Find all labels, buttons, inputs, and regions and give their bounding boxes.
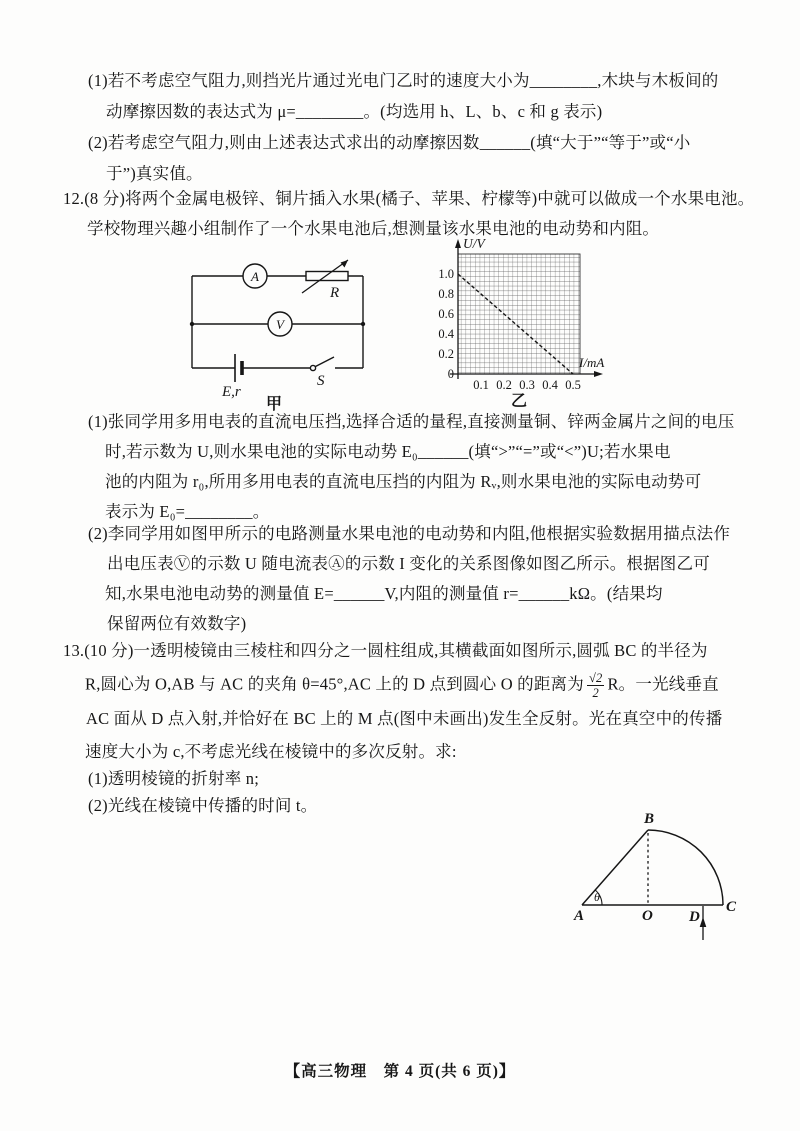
x-axis-arrowhead (594, 371, 603, 377)
q12-part2-line-2: 出电压表Ⓥ的示数 U 随电流表Ⓐ的示数 I 变化的关系图像如图乙所示。根据图乙可 (107, 554, 710, 573)
q13-line-1: 13.(10 分)一透明棱镜由三棱柱和四分之一圆柱组成,其横截面如图所示,圆弧 BC 的半径为 (63, 641, 708, 660)
rheostat-arrow (302, 260, 348, 293)
q12-part1-line-2: 时,若示数为 U,则水果电池的实际电动势 E₀______(填“>”“=”或“<”)U;若水果电 (105, 442, 671, 461)
q13-line-4: 速度大小为 c,不考虑光线在棱镜中的多次反射。求: (85, 742, 457, 761)
q12-part1-line-3: 池的内阻为 r₀,所用多用电表的直流电压挡的内阻为 Rᵥ,则水果电池的实际电动势可 (105, 472, 702, 491)
q11-line-3: (2)若考虑空气阻力,则由上述表达式求出的动摩擦因数______(填“大于”“等于”或“小 (88, 133, 691, 152)
page-footer: 【高三物理 第 4 页(共 6 页)】 (284, 1063, 516, 1080)
junction-dot-right (361, 322, 365, 326)
q12-part1-line-4: 表示为 E₀=________。 (105, 502, 270, 521)
prism-figure (550, 808, 780, 948)
graph-figure (428, 233, 606, 409)
label-O: O (642, 908, 653, 924)
graph-caption: 乙 (510, 393, 528, 409)
q13-line-6: (2)光线在棱镜中传播的时间 t。 (88, 796, 318, 815)
q12-part2-line-3: 知,水果电池电动势的测量值 E=______V,内阻的测量值 r=______kΩ。(结果均 (105, 584, 663, 603)
y-tick-0.2: 0.2 (438, 347, 454, 361)
x-tick-0.4: 0.4 (542, 378, 558, 392)
y-axis-title: U/V (463, 236, 485, 251)
x-tick-0.2: 0.2 (496, 378, 512, 392)
q12-intro-line-1: 12.(8 分)将两个金属电极锌、铜片插入水果(橘子、苹果、柠檬等)中就可以做成一个水果电池。 (63, 189, 755, 208)
label-B: B (644, 811, 655, 827)
rheostat-label: R (330, 285, 340, 301)
light-ray-arrowhead (700, 917, 707, 927)
x-tick-0.5: 0.5 (565, 378, 581, 392)
fraction-numerator: √2 (588, 671, 603, 685)
q11-line-4: 于”)真实值。 (106, 164, 203, 183)
fraction-denominator: 2 (592, 686, 599, 701)
q12-part2-line-4: 保留两位有效数字) (107, 614, 247, 633)
ui-graph (428, 233, 606, 409)
switch-pivot (310, 365, 315, 370)
y-axis-arrowhead (455, 239, 461, 248)
prism-diagram (550, 808, 780, 948)
ammeter-label: A (251, 269, 259, 284)
rheostat-icon (306, 272, 348, 281)
switch-label: S (317, 373, 325, 389)
y-tick-1.0: 1.0 (438, 267, 454, 281)
x-tick-0.1: 0.1 (473, 378, 489, 392)
label-A: A (574, 908, 585, 924)
q13-line-3: AC 面从 D 点入射,并恰好在 BC 上的 M 点(图中未画出)发生全反射。光在真空中的传播 (86, 709, 723, 728)
q13-line-2-post: R。一光线垂直 (607, 674, 719, 694)
y-tick-0.6: 0.6 (438, 307, 454, 321)
q12-part2-line-1: (2)李同学用如图甲所示的电路测量水果电池的电动势和内阻,他根据实验数据用描点法作 (88, 524, 731, 543)
y-tick-0.4: 0.4 (438, 327, 454, 341)
prism-arc-BC (648, 830, 723, 905)
switch-lever (316, 357, 335, 367)
q13-line-5: (1)透明棱镜的折射率 n; (88, 769, 259, 788)
voltmeter-label: V (276, 317, 284, 332)
label-C: C (726, 899, 737, 915)
battery-label: E,r (222, 384, 241, 400)
y-tick-0.8: 0.8 (438, 287, 454, 301)
circuit-caption: 甲 (265, 396, 283, 413)
q13-line-2 (85, 671, 719, 701)
circuit-figure (178, 248, 378, 413)
q12-intro-line-2: 学校物理兴趣小组制作了一个水果电池后,想测量该水果电池的电动势和内阻。 (87, 219, 660, 238)
q11-line-2: 动摩擦因数的表达式为 μ=________。(均选用 h、L、b、c 和 g 表示) (106, 102, 603, 121)
y-tick-0: 0 (447, 367, 454, 381)
rheostat-arrowhead (341, 260, 349, 268)
x-tick-0.3: 0.3 (519, 378, 535, 392)
prism-side-AB (582, 830, 648, 905)
x-axis-title: I/mA (579, 355, 605, 370)
label-theta: θ (594, 890, 600, 904)
sqrt2-over-2-fraction (587, 671, 605, 701)
grid-area (458, 254, 580, 374)
q12-part1-line-1: (1)张同学用多用电表的直流电压挡,选择合适的量程,直接测量铜、锌两金属片之间的电压 (88, 412, 735, 431)
junction-dot-left (190, 322, 194, 326)
label-D: D (689, 909, 700, 925)
circuit-diagram (178, 248, 378, 413)
q13-line-2-pre: R,圆心为 O,AB 与 AC 的夹角 θ=45°,AC 上的 D 点到圆心 O 的距离为 (85, 674, 584, 694)
q11-line-1: (1)若不考虑空气阻力,则挡光片通过光电门乙时的速度大小为________,木块与木板间的 (88, 71, 719, 90)
